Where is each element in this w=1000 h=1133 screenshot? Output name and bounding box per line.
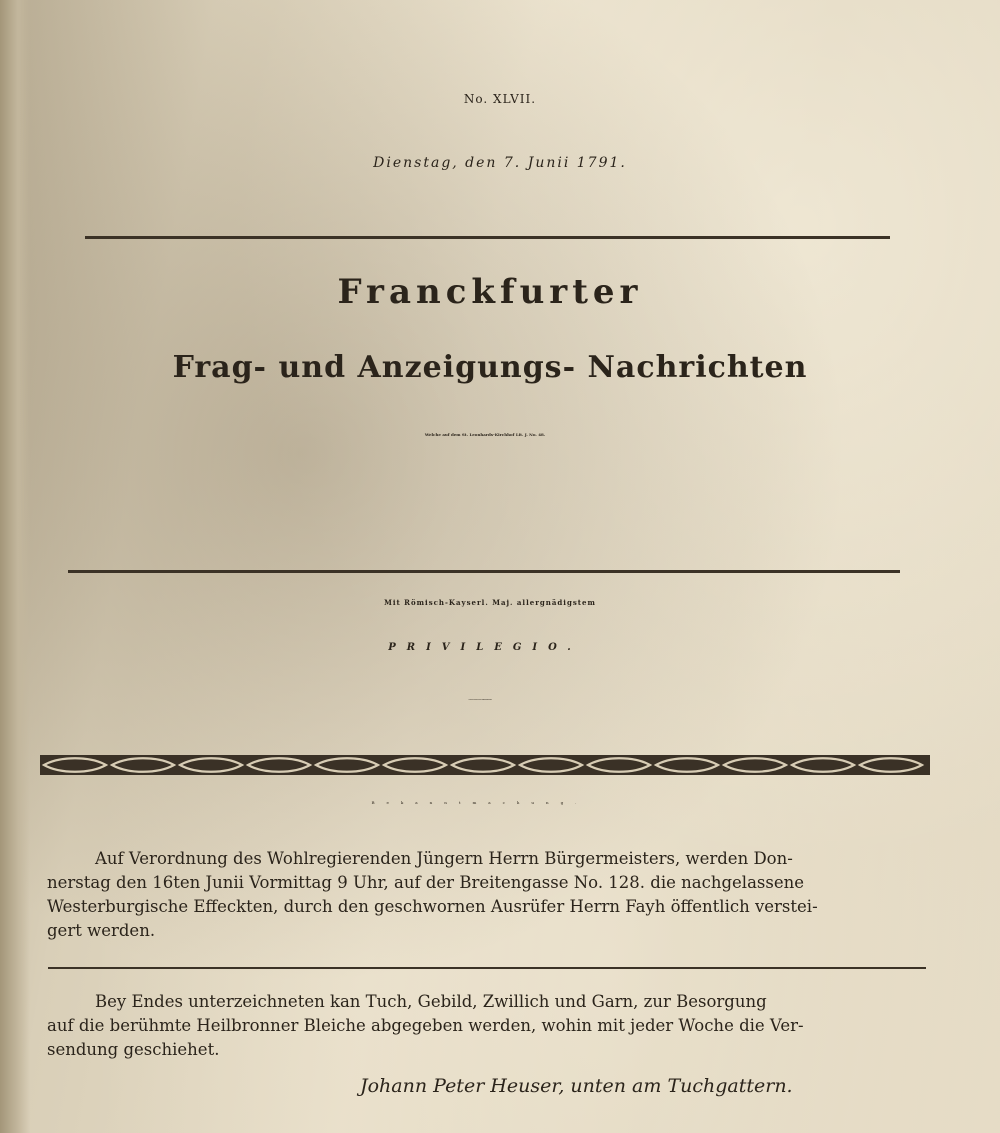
announcement-line: nerstag den 16ten Junii Vormittag 9 Uhr, auf der Breitengasse No. 128. die nachgelassene bbox=[47, 873, 805, 892]
notice-line: sendung geschiehet. bbox=[47, 1040, 220, 1059]
masthead-address: Welche auf dem St. Leonhards-Kirchhof Lit. J. No. 48. bbox=[424, 432, 546, 437]
masthead-divider bbox=[68, 570, 900, 573]
notice-line: auf die berühmte Heilbronner Bleiche abgegeben werden, wohin mit jeder Woche die Ver- bbox=[47, 1016, 804, 1035]
announcement-paragraph bbox=[47, 847, 818, 943]
issue-date: Dienstag, den 7. Junii 1791. bbox=[373, 155, 627, 171]
section-divider bbox=[48, 967, 926, 969]
announcement-line: Westerburgische Effeckten, durch den geschwornen Ausrüfer Herrn Fayh öffentlich verstei- bbox=[47, 897, 818, 916]
notice-line: Bey Endes unterzeichneten kan Tuch, Gebild, Zwillich und Garn, zur Besorgung bbox=[95, 992, 767, 1011]
notice-paragraph bbox=[47, 990, 804, 1062]
privilege-line2: PRIVILEGIO. bbox=[388, 642, 582, 653]
announcement-line: gert werden. bbox=[47, 921, 156, 940]
header-divider bbox=[85, 236, 890, 239]
masthead-title-line2: Frag- und Anzeigungs- Nachrichten bbox=[172, 350, 808, 385]
privilege-line1: Mit Römisch-Kayserl. Maj. allergnädigstem bbox=[384, 598, 596, 607]
issue-number: No. XLVII. bbox=[463, 92, 537, 106]
notice-signature: Johann Peter Heuser, unten am Tuchgattern. bbox=[360, 1075, 793, 1097]
masthead-title-line1: Franckfurter bbox=[337, 272, 643, 312]
privilege-line3: Wie auch eines Hochedlen und Hochweisen Magistrats grosgünstiger Bewilligung. bbox=[468, 700, 492, 701]
announcement-line: Auf Verordnung des Wohlregierenden Jüngern Herrn Bürgermeisters, werden Don- bbox=[95, 849, 793, 868]
chain-ornament-divider bbox=[40, 750, 930, 780]
announcement-heading: Bekanntmachung. bbox=[371, 800, 589, 805]
